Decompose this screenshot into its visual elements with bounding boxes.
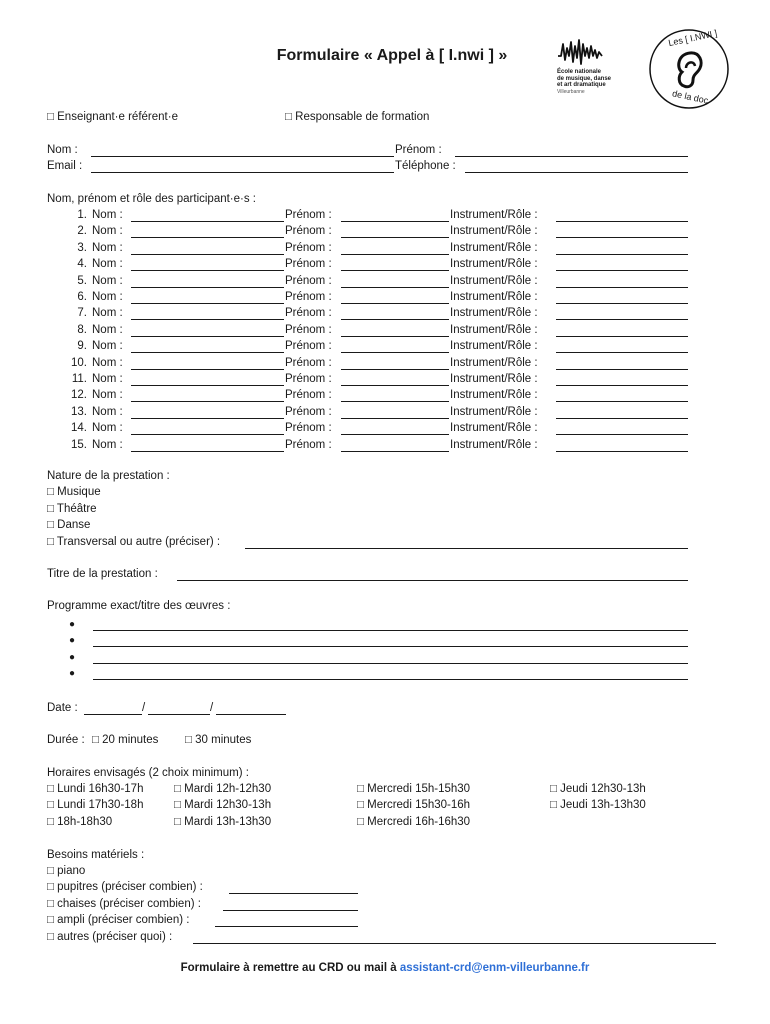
programme-heading: Programme exact/titre des œuvres : xyxy=(47,600,231,612)
participant-number: 5. xyxy=(77,275,87,287)
date-sep-2: / xyxy=(210,702,214,714)
participant-nom-field[interactable] xyxy=(131,237,284,238)
role-teacher-checkbox[interactable]: □ Enseignant·e référent·e xyxy=(47,111,178,123)
programme-field[interactable] xyxy=(93,679,688,680)
participant-row xyxy=(0,340,770,356)
participant-nom-field[interactable] xyxy=(131,270,284,271)
participant-role-label: Instrument/Rôle : xyxy=(450,389,538,401)
participant-prenom-field[interactable] xyxy=(341,303,449,304)
duree-30-checkbox[interactable]: □ 30 minutes xyxy=(185,734,252,746)
participant-nom-field[interactable] xyxy=(131,336,284,337)
titre-field[interactable] xyxy=(177,580,688,581)
participant-prenom-label: Prénom : xyxy=(285,225,332,237)
participant-nom-field[interactable] xyxy=(131,303,284,304)
date-day-field[interactable] xyxy=(84,714,142,715)
nature-danse-checkbox[interactable]: □ Danse xyxy=(47,519,91,531)
horaire-mardi-12h30-checkbox[interactable]: □ Mardi 12h30-13h xyxy=(174,799,272,811)
nature-transversal-field[interactable] xyxy=(245,548,688,549)
nature-transversal-checkbox[interactable]: □ Transversal ou autre (préciser) : xyxy=(47,536,221,548)
page-title: Formulaire « Appel à [ I.nwi ] » xyxy=(276,47,508,64)
participant-prenom-field[interactable] xyxy=(341,319,449,320)
participant-role-label: Instrument/Rôle : xyxy=(450,422,538,434)
participant-prenom-label: Prénom : xyxy=(285,373,332,385)
participants-heading: Nom, prénom et rôle des participant·e·s : xyxy=(47,193,257,205)
participant-row xyxy=(0,422,770,438)
besoin-ampli-checkbox[interactable]: □ ampli (préciser combien) : xyxy=(47,914,190,926)
programme-bullet-icon: ● xyxy=(69,668,76,679)
participant-role-label: Instrument/Rôle : xyxy=(450,291,538,303)
participant-number: 6. xyxy=(77,291,87,303)
participant-role-field[interactable] xyxy=(556,369,688,370)
horaire-mercredi-15h-checkbox[interactable]: □ Mercredi 15h-15h30 xyxy=(357,783,471,795)
participant-nom-label: Nom : xyxy=(92,242,123,254)
participant-row xyxy=(0,291,770,307)
participant-nom-field[interactable] xyxy=(131,434,284,435)
participant-nom-label: Nom : xyxy=(92,406,123,418)
participant-role-field[interactable] xyxy=(556,319,688,320)
duree-20-checkbox[interactable]: □ 20 minutes xyxy=(92,734,159,746)
participant-nom-field[interactable] xyxy=(131,401,284,402)
enm-logo-line-3: et art dramatique xyxy=(557,82,606,88)
titre-label: Titre de la prestation : xyxy=(47,568,158,580)
participant-prenom-field[interactable] xyxy=(341,352,449,353)
horaire-mercredi-16h-checkbox[interactable]: □ Mercredi 16h-16h30 xyxy=(357,816,471,828)
participant-nom-label: Nom : xyxy=(92,209,123,221)
participant-prenom-field[interactable] xyxy=(341,221,449,222)
besoins-heading: Besoins matériels : xyxy=(47,849,145,861)
participant-prenom-label: Prénom : xyxy=(285,389,332,401)
participant-role-label: Instrument/Rôle : xyxy=(450,242,538,254)
participant-nom-label: Nom : xyxy=(92,225,123,237)
horaire-mardi-12h-checkbox[interactable]: □ Mardi 12h-12h30 xyxy=(174,783,272,795)
telephone-field[interactable] xyxy=(465,172,688,173)
date-month-field[interactable] xyxy=(148,714,210,715)
participant-role-label: Instrument/Rôle : xyxy=(450,340,538,352)
participant-row xyxy=(0,357,770,373)
role-manager-checkbox[interactable]: □ Responsable de formation xyxy=(285,111,430,123)
nom-label: Nom : xyxy=(47,144,78,156)
participant-role-field[interactable] xyxy=(556,287,688,288)
participant-role-field[interactable] xyxy=(556,221,688,222)
nom-field[interactable] xyxy=(91,156,394,157)
email-field[interactable] xyxy=(91,172,394,173)
enm-logo-line-2: de musique, danse xyxy=(557,75,612,82)
inwi-logo-bottom: de la doc xyxy=(671,88,710,106)
participant-number: 3. xyxy=(77,242,87,254)
programme-field[interactable] xyxy=(93,646,688,647)
participant-nom-field[interactable] xyxy=(131,221,284,222)
telephone-label: Téléphone : xyxy=(395,160,456,172)
participant-role-field[interactable] xyxy=(556,401,688,402)
programme-field[interactable] xyxy=(93,630,688,631)
participant-role-field[interactable] xyxy=(556,385,688,386)
participant-prenom-field[interactable] xyxy=(341,434,449,435)
enm-logo-line-1: École nationale xyxy=(557,69,602,75)
participant-nom-label: Nom : xyxy=(92,324,123,336)
nature-heading: Nature de la prestation : xyxy=(47,470,170,482)
besoin-ampli-field[interactable] xyxy=(215,926,358,927)
participant-nom-label: Nom : xyxy=(92,307,123,319)
participant-role-field[interactable] xyxy=(556,237,688,238)
participant-nom-field[interactable] xyxy=(131,369,284,370)
participant-number: 4. xyxy=(77,258,87,270)
besoin-pupitres-field[interactable] xyxy=(229,893,358,894)
participant-prenom-field[interactable] xyxy=(341,385,449,386)
participant-nom-label: Nom : xyxy=(92,340,123,352)
participant-prenom-label: Prénom : xyxy=(285,324,332,336)
participant-role-label: Instrument/Rôle : xyxy=(450,209,538,221)
participant-prenom-field[interactable] xyxy=(341,237,449,238)
participant-prenom-label: Prénom : xyxy=(285,209,332,221)
participant-row xyxy=(0,225,770,241)
participant-row xyxy=(0,307,770,323)
horaire-jeudi-13h-checkbox[interactable]: □ Jeudi 13h-13h30 xyxy=(550,799,646,811)
participant-nom-label: Nom : xyxy=(92,422,123,434)
inwi-logo-top: Les [ I.NWI ] xyxy=(667,27,719,49)
besoin-autres-checkbox[interactable]: □ autres (préciser quoi) : xyxy=(47,931,173,943)
participant-nom-field[interactable] xyxy=(131,385,284,386)
footer-email-link[interactable]: assistant-crd@enm-villeurbanne.fr xyxy=(399,962,590,974)
participant-role-label: Instrument/Rôle : xyxy=(450,258,538,270)
programme-field[interactable] xyxy=(93,663,688,664)
participant-row xyxy=(0,439,770,455)
participant-nom-field[interactable] xyxy=(131,352,284,353)
participant-nom-field[interactable] xyxy=(131,287,284,288)
participant-role-label: Instrument/Rôle : xyxy=(450,324,538,336)
programme-bullet-icon: ● xyxy=(69,635,76,646)
participant-nom-field[interactable] xyxy=(131,418,284,419)
participant-prenom-label: Prénom : xyxy=(285,422,332,434)
participant-number: 14. xyxy=(71,422,87,434)
participant-number: 2. xyxy=(77,225,87,237)
besoin-autres-field[interactable] xyxy=(193,943,716,944)
participant-prenom-field[interactable] xyxy=(341,287,449,288)
programme-bullet-icon: ● xyxy=(69,619,76,630)
participant-number: 10. xyxy=(71,357,87,369)
participant-prenom-label: Prénom : xyxy=(285,340,332,352)
participant-role-label: Instrument/Rôle : xyxy=(450,225,538,237)
participant-nom-field[interactable] xyxy=(131,451,284,452)
duree-label: Durée : xyxy=(47,734,85,746)
nature-musique-checkbox[interactable]: □ Musique xyxy=(47,486,101,498)
participant-role-label: Instrument/Rôle : xyxy=(450,406,538,418)
participant-role-field[interactable] xyxy=(556,418,688,419)
participant-role-field[interactable] xyxy=(556,434,688,435)
participant-row xyxy=(0,373,770,389)
participant-role-field[interactable] xyxy=(556,254,688,255)
participant-role-label: Instrument/Rôle : xyxy=(450,357,538,369)
participant-number: 11. xyxy=(71,373,87,385)
horaire-lundi-16h30-checkbox[interactable]: □ Lundi 16h30-17h xyxy=(47,783,144,795)
participant-row xyxy=(0,389,770,405)
participant-nom-label: Nom : xyxy=(92,373,123,385)
participant-prenom-field[interactable] xyxy=(341,401,449,402)
participant-nom-label: Nom : xyxy=(92,291,123,303)
participant-prenom-field[interactable] xyxy=(341,336,449,337)
besoin-piano-checkbox[interactable]: □ piano xyxy=(47,865,86,877)
footer-text: Formulaire à remettre au CRD ou mail à xyxy=(180,962,397,974)
besoin-chaises-field[interactable] xyxy=(223,910,358,911)
participant-number: 7. xyxy=(77,307,87,319)
participant-number: 1. xyxy=(77,209,87,221)
participant-prenom-label: Prénom : xyxy=(285,275,332,287)
participant-role-field[interactable] xyxy=(556,303,688,304)
participant-role-label: Instrument/Rôle : xyxy=(450,439,538,451)
participant-prenom-label: Prénom : xyxy=(285,307,332,319)
inwi-logo xyxy=(648,28,730,110)
participant-nom-label: Nom : xyxy=(92,389,123,401)
email-label: Email : xyxy=(47,160,83,172)
participant-row xyxy=(0,275,770,291)
horaire-jeudi-12h30-checkbox[interactable]: □ Jeudi 12h30-13h xyxy=(550,783,646,795)
participant-role-field[interactable] xyxy=(556,270,688,271)
participant-prenom-label: Prénom : xyxy=(285,357,332,369)
horaire-mercredi-15h30-checkbox[interactable]: □ Mercredi 15h30-16h xyxy=(357,799,471,811)
participant-role-label: Instrument/Rôle : xyxy=(450,275,538,287)
participant-prenom-field[interactable] xyxy=(341,254,449,255)
horaires-heading: Horaires envisagés (2 choix minimum) : xyxy=(47,767,249,779)
participant-nom-label: Nom : xyxy=(92,258,123,270)
footer xyxy=(0,962,770,974)
participant-prenom-label: Prénom : xyxy=(285,242,332,254)
participant-nom-label: Nom : xyxy=(92,439,123,451)
horaire-18h-checkbox[interactable]: □ 18h-18h30 xyxy=(47,816,113,828)
enm-logo-sub: Villeurbanne xyxy=(557,88,585,95)
participant-prenom-field[interactable] xyxy=(341,418,449,419)
participant-number: 8. xyxy=(77,324,87,336)
prenom-label: Prénom : xyxy=(395,144,442,156)
participant-number: 15. xyxy=(71,439,87,451)
date-sep-1: / xyxy=(142,702,146,714)
enm-logo xyxy=(557,38,619,95)
participant-row xyxy=(0,242,770,258)
programme-bullet-icon: ● xyxy=(69,652,76,663)
participant-prenom-label: Prénom : xyxy=(285,406,332,418)
participant-prenom-label: Prénom : xyxy=(285,291,332,303)
participant-row xyxy=(0,324,770,340)
participant-row xyxy=(0,258,770,274)
participant-role-label: Instrument/Rôle : xyxy=(450,373,538,385)
besoin-chaises-checkbox[interactable]: □ chaises (préciser combien) : xyxy=(47,898,201,910)
participant-nom-field[interactable] xyxy=(131,254,284,255)
participant-nom-label: Nom : xyxy=(92,357,123,369)
participant-number: 12. xyxy=(71,389,87,401)
participant-nom-label: Nom : xyxy=(92,275,123,287)
date-label: Date : xyxy=(47,702,78,714)
participant-prenom-field[interactable] xyxy=(341,369,449,370)
participant-row xyxy=(0,209,770,225)
participant-number: 9. xyxy=(77,340,87,352)
participant-prenom-field[interactable] xyxy=(341,270,449,271)
participant-role-field[interactable] xyxy=(556,336,688,337)
horaire-lundi-17h30-checkbox[interactable]: □ Lundi 17h30-18h xyxy=(47,799,144,811)
participant-prenom-label: Prénom : xyxy=(285,439,332,451)
participant-prenom-field[interactable] xyxy=(341,451,449,452)
participant-role-field[interactable] xyxy=(556,352,688,353)
participant-prenom-label: Prénom : xyxy=(285,258,332,270)
participant-role-label: Instrument/Rôle : xyxy=(450,307,538,319)
date-year-field[interactable] xyxy=(216,714,286,715)
participant-nom-field[interactable] xyxy=(131,319,284,320)
prenom-field[interactable] xyxy=(455,156,688,157)
horaire-mardi-13h-checkbox[interactable]: □ Mardi 13h-13h30 xyxy=(174,816,272,828)
participant-row xyxy=(0,406,770,422)
sound-wave-icon xyxy=(557,38,603,66)
participant-role-field[interactable] xyxy=(556,451,688,452)
besoin-pupitres-checkbox[interactable]: □ pupitres (préciser combien) : xyxy=(47,881,203,893)
nature-theatre-checkbox[interactable]: □ Théâtre xyxy=(47,503,97,515)
participant-number: 13. xyxy=(71,406,87,418)
